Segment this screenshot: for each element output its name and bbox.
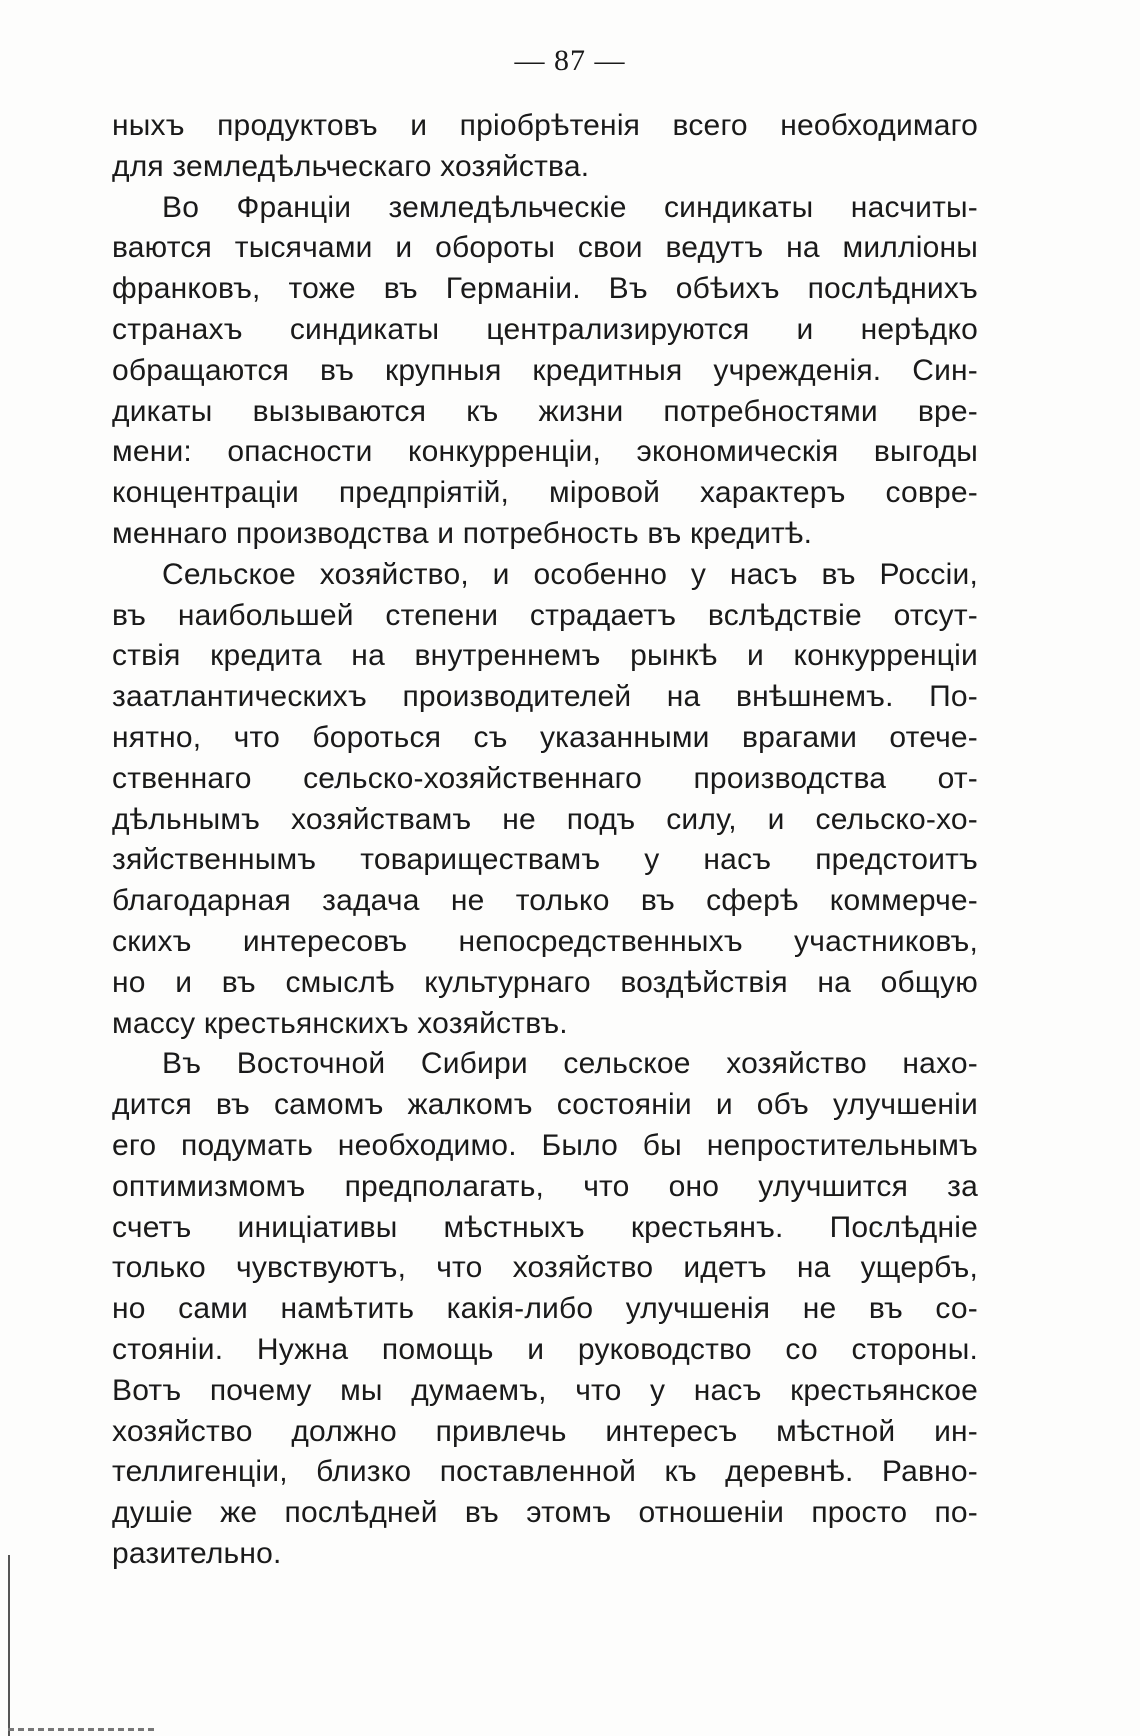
text-line: заатлантическихъ производителей на внѣшнемъ. По- bbox=[112, 680, 978, 714]
text-line: его подумать необходимо. Было бы непростительнымъ bbox=[112, 1128, 978, 1162]
text-line: ваются тысячами и обороты свои ведутъ на милліоны bbox=[112, 231, 978, 265]
text-line: дится въ самомъ жалкомъ состояніи и объ улучшеніи bbox=[112, 1088, 978, 1122]
page-number: — 87 — bbox=[514, 44, 626, 77]
text-line: въ наибольшей степени страдаетъ вслѣдствіе отсут- bbox=[112, 598, 978, 632]
text-line: Сельское хозяйство, и особенно у насъ въ Россіи, bbox=[162, 557, 978, 591]
paragraph bbox=[112, 106, 978, 188]
text-line: разительно. bbox=[112, 1536, 282, 1570]
text-line: но сами намѣтить какія-либо улучшенія не въ со- bbox=[112, 1292, 978, 1326]
text-line: оптимизмомъ предполагать, что оно улучшится за bbox=[112, 1169, 978, 1203]
text-line: но и въ смыслѣ культурнаго воздѣйствія на общую bbox=[112, 965, 978, 999]
scan-edge-mark bbox=[8, 1728, 158, 1731]
text-line: ствія кредита на внутреннемъ рынкѣ и конкурренціи bbox=[112, 639, 978, 673]
text-line: только чувствуютъ, что хозяйство идетъ на ущербъ, bbox=[112, 1251, 978, 1285]
text-line: меннаго производства и потребность въ кредитѣ. bbox=[112, 516, 813, 550]
text-line: зяйственнымъ товариществамъ у насъ предстоитъ bbox=[112, 843, 978, 877]
text-line: Во Франціи земледѣльческіе синдикаты насчиты- bbox=[162, 190, 978, 224]
text-line: для земледѣльческаго хозяйства. bbox=[112, 149, 590, 183]
text-line: дѣльнымъ хозяйствамъ не подъ силу, и сельско-хо- bbox=[112, 802, 978, 836]
text-line: обращаются въ крупныя кредитныя учрежденія. Син- bbox=[112, 353, 978, 387]
text-line: Вотъ почему мы думаемъ, что у насъ крестьянское bbox=[112, 1373, 978, 1407]
paragraph bbox=[112, 1044, 978, 1574]
text-line: дикаты вызываются къ жизни потребностями вре- bbox=[112, 394, 978, 428]
text-line: стояніи. Нужна помощь и руководство со стороны. bbox=[112, 1332, 978, 1366]
text-line: Въ Восточной Сибири сельское хозяйство нахо- bbox=[162, 1047, 978, 1081]
text-line: массу крестьянскихъ хозяйствъ. bbox=[112, 1006, 568, 1040]
text-line: франковъ, тоже въ Германіи. Въ обѣихъ послѣднихъ bbox=[112, 272, 978, 306]
text-line: скихъ интересовъ непосредственныхъ участниковъ, bbox=[112, 924, 978, 958]
text-line: благодарная задача не только въ сферѣ коммерче- bbox=[112, 884, 978, 918]
text-line: теллигенціи, близко поставленной къ деревнѣ. Равно- bbox=[112, 1455, 978, 1489]
text-line: ственнаго сельско-хозяйственнаго производства от- bbox=[112, 761, 978, 795]
body-text bbox=[112, 106, 978, 1575]
text-line: хозяйство должно привлечь интересъ мѣстной ин- bbox=[112, 1414, 978, 1448]
paragraph bbox=[112, 555, 978, 1045]
scan-edge-mark bbox=[8, 1555, 10, 1736]
text-line: концентраціи предпріятій, міровой характеръ совре- bbox=[112, 476, 978, 510]
text-line: счетъ иниціативы мѣстныхъ крестьянъ. Послѣдніе bbox=[112, 1210, 978, 1244]
text-line: душіе же послѣдней въ этомъ отношеніи просто по- bbox=[112, 1496, 978, 1530]
text-line: странахъ синдикаты централизируются и нерѣдко bbox=[112, 312, 978, 346]
text-line: ныхъ продуктовъ и пріобрѣтенія всего необходимаго bbox=[112, 109, 978, 142]
text-line: мени: опасности конкурренціи, экономическія выгоды bbox=[112, 435, 978, 469]
paragraph bbox=[112, 188, 978, 555]
text-line: нятно, что бороться съ указанными врагами отече- bbox=[112, 720, 978, 754]
